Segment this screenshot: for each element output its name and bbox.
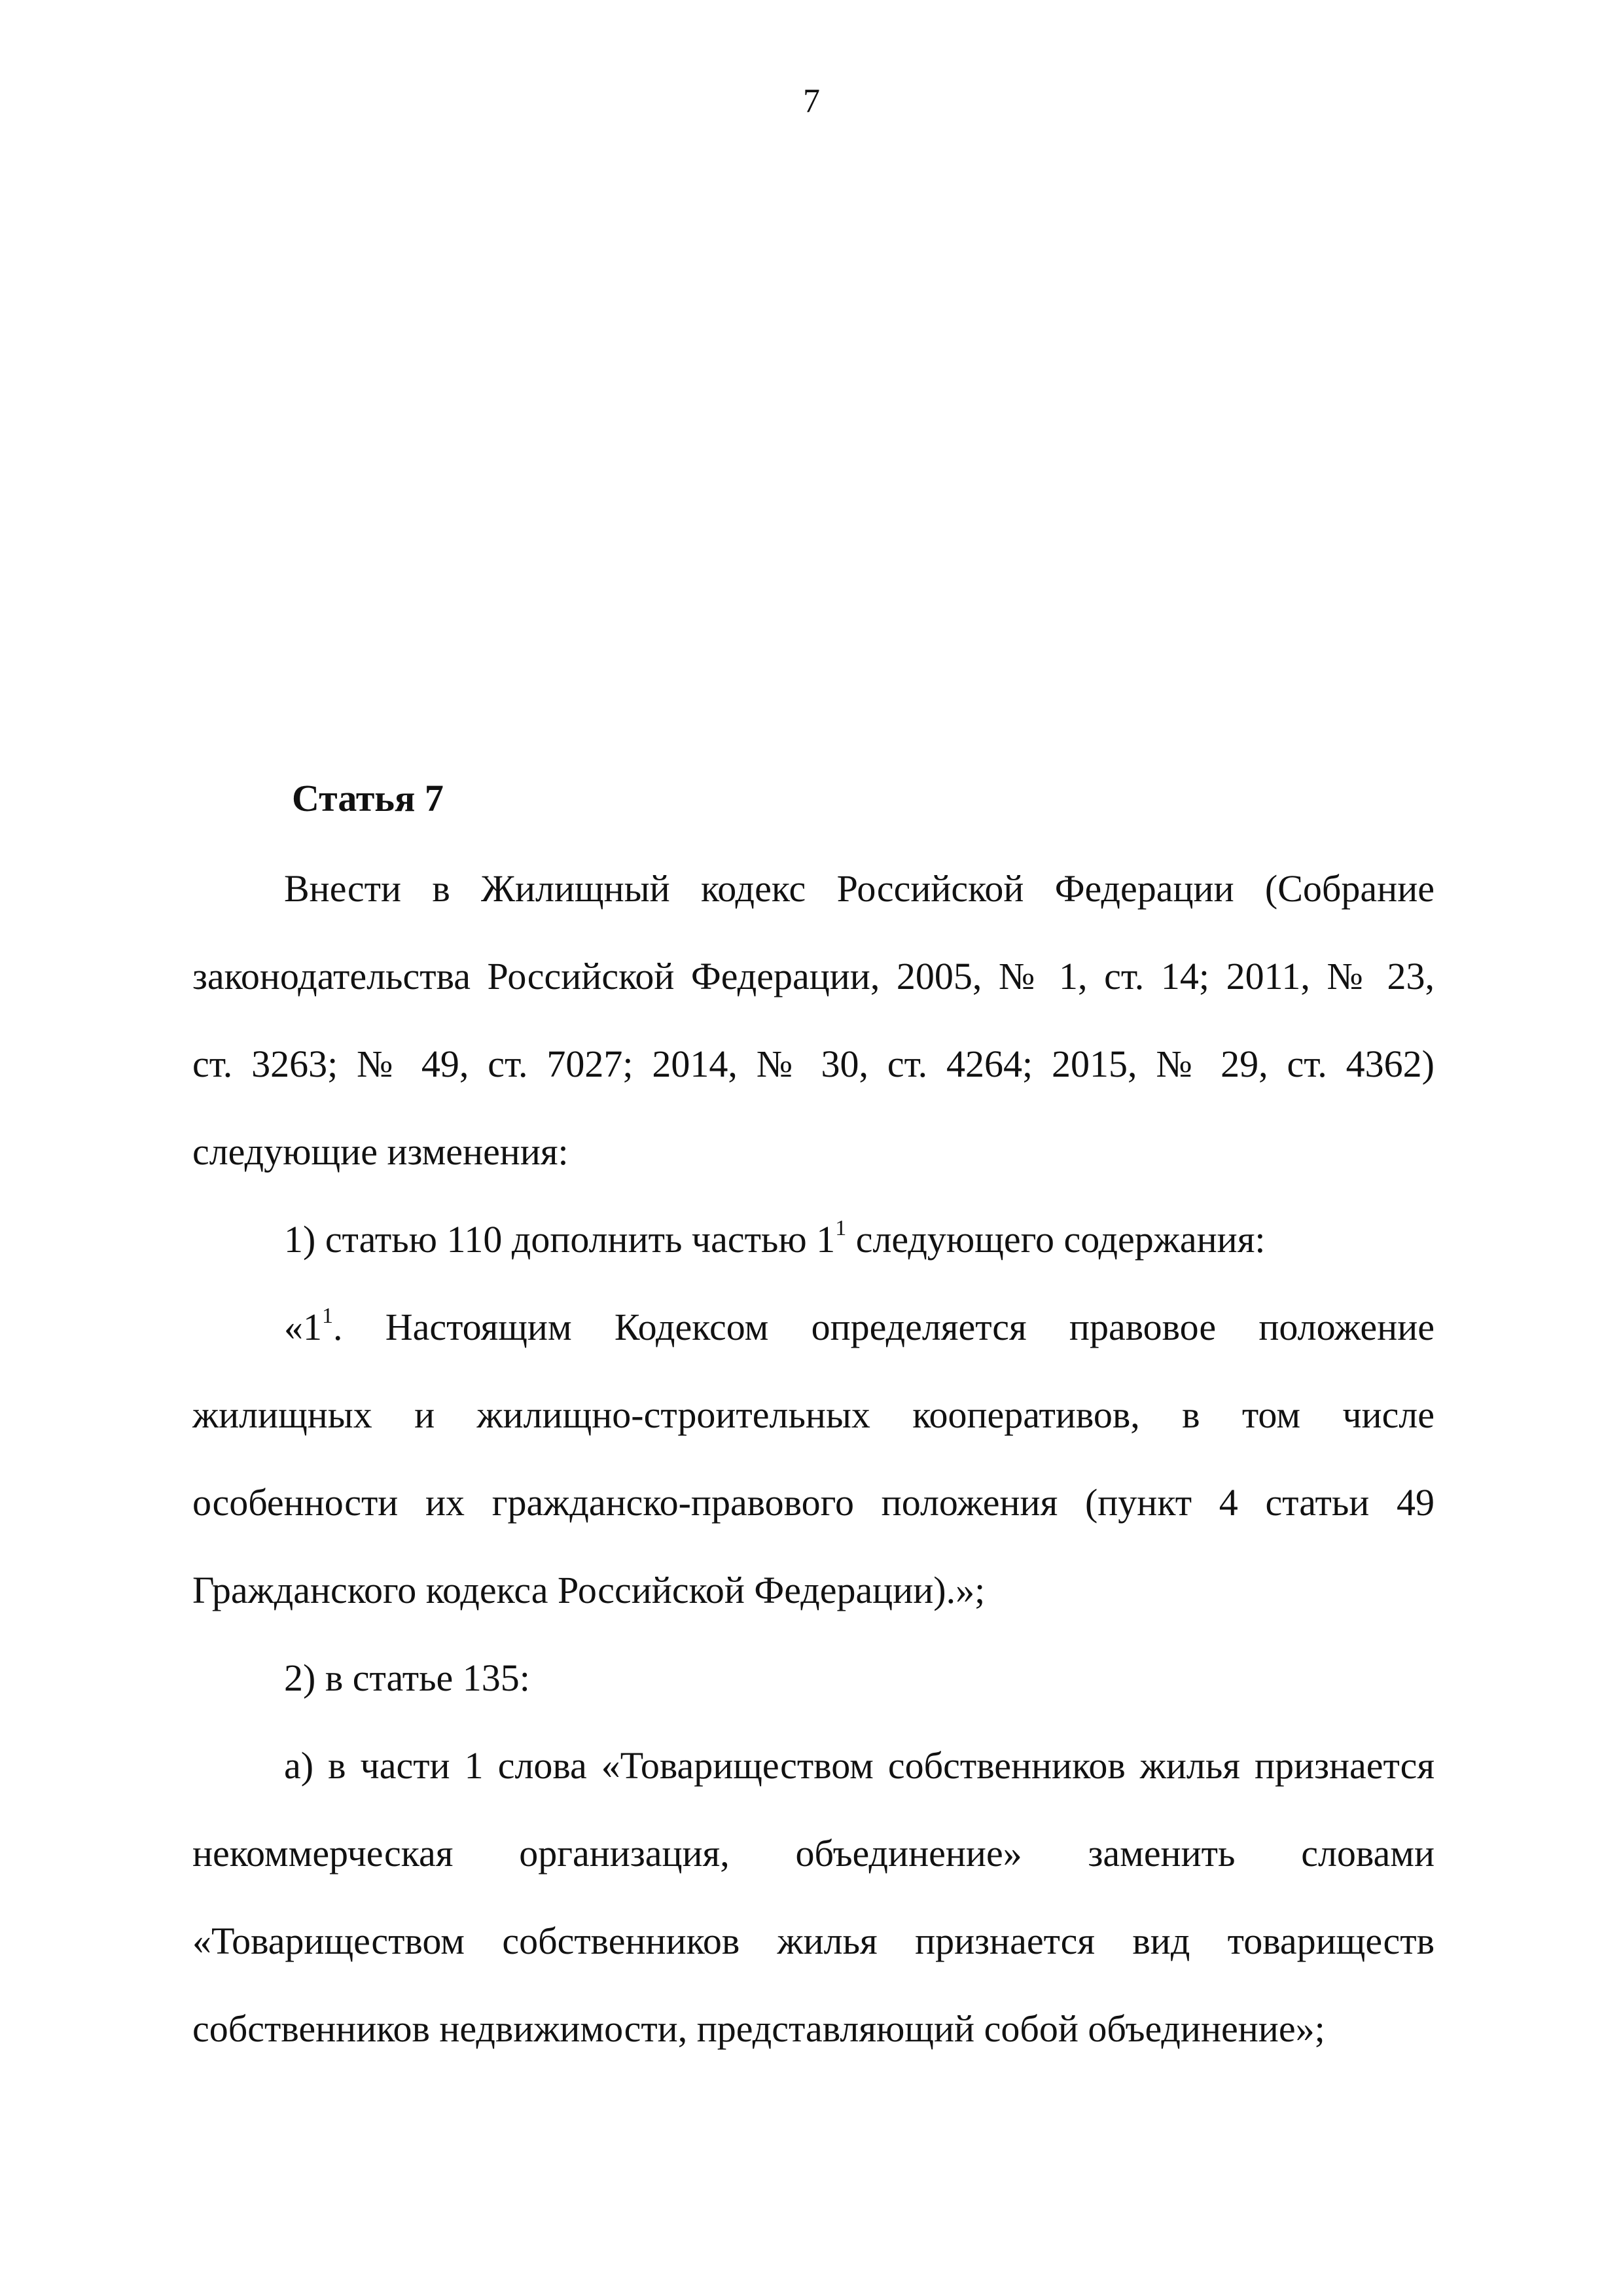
- line-text: 1) статью 110 дополнить частью 1: [284, 1218, 836, 1261]
- paragraph-line: ст. 3263; № 49, ст. 7027; 2014, № 30, ст. 4264; 2015, № 29, ст. 4362): [192, 1043, 1435, 1085]
- paragraph-line: Гражданского кодекса Российской Федерации).»;: [192, 1569, 986, 1611]
- line-text: следующего содержания:: [846, 1218, 1266, 1261]
- page-number: 7: [803, 82, 820, 120]
- paragraph-line: собственников недвижимости, представляющий собой объединение»;: [192, 2007, 1325, 2050]
- line-text: . Настоящим Кодексом определяется правовое положение: [333, 1306, 1435, 1348]
- paragraph-line: следующие изменения:: [192, 1130, 569, 1173]
- line-text: «1: [284, 1306, 322, 1348]
- paragraph-line: жилищных и жилищно-строительных кооперативов, в том числе: [192, 1393, 1435, 1436]
- paragraph-line: а) в части 1 слова «Товариществом собственников жилья признается: [284, 1744, 1435, 1787]
- superscript: 1: [835, 1215, 847, 1240]
- paragraph-line: Внести в Жилищный кодекс Российской Федерации (Собрание: [284, 867, 1435, 910]
- paragraph-line: 2) в статье 135:: [284, 1657, 530, 1699]
- article-heading: Статья 7: [292, 777, 444, 819]
- paragraph-line: некоммерческая организация, объединение» заменить словами: [192, 1832, 1435, 1874]
- paragraph-line: «Товариществом собственников жилья признается вид товариществ: [192, 1920, 1435, 1962]
- superscript: 1: [322, 1303, 333, 1328]
- paragraph-line: [284, 1301, 1435, 1354]
- paragraph-line: [284, 1213, 1435, 1266]
- paragraph-line: законодательства Российской Федерации, 2005, № 1, ст. 14; 2011, № 23,: [192, 955, 1435, 997]
- paragraph-line: особенности их гражданско-правового положения (пункт 4 статьи 49: [192, 1481, 1435, 1524]
